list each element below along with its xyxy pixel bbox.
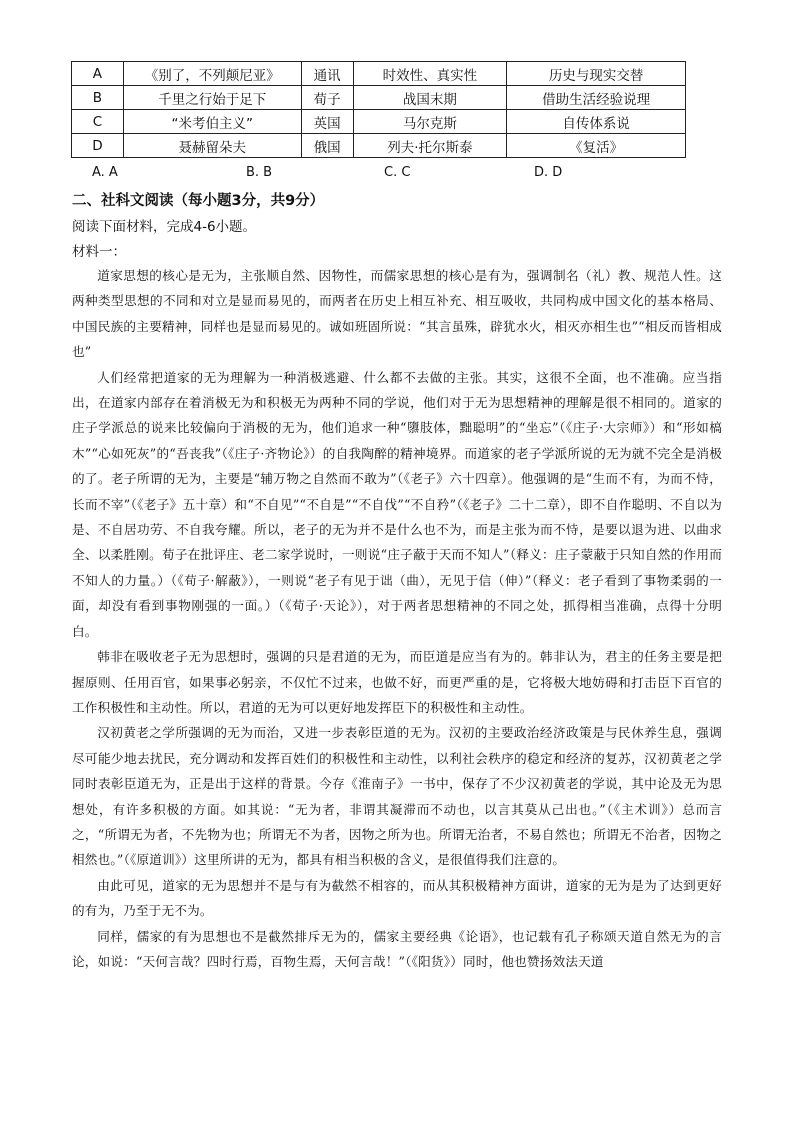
answer-choices: [92, 165, 692, 183]
options-table: [71, 61, 686, 158]
paragraph: 由此可见，道家的无为思想并不是与有为截然不相容的，而从其积极精神方面讲，道家的无为是为了达到更好的有为，乃至于无不为。: [72, 877, 722, 919]
row-theme: 《复活》: [507, 134, 686, 158]
paragraph: 同样，儒家的有为思想也不是截然排斥无为的，儒家主要经典《论语》，也记载有孔子称颂天道自然无为的言论，如说：“天何言哉？四时行焉，百物生焉，天何言哉！”（《阳货》）同时，他也赞扬效法天道: [72, 928, 722, 969]
row-theme: 借助生活经验说理: [507, 86, 686, 110]
material-label: 材料一：: [72, 244, 126, 260]
row-genre: 通讯: [301, 62, 353, 86]
section-instruction: 阅读下面材料，完成4-6小题。: [72, 219, 257, 235]
row-work: 聂赫留朵夫: [123, 134, 301, 158]
answer-choice-b[interactable]: B. B: [246, 165, 273, 180]
table-row: [72, 86, 686, 110]
article-body: [72, 263, 722, 974]
row-letter: B: [72, 86, 124, 110]
section-title: 二、社科文阅读（每小题3分，共9分）: [72, 193, 325, 209]
row-feature: 战国末期: [353, 86, 507, 110]
row-letter: A: [72, 62, 124, 86]
row-feature: 列夫·托尔斯泰: [353, 134, 507, 158]
answer-choice-d[interactable]: D. D: [534, 165, 563, 180]
row-work: “米考伯主义”: [123, 110, 301, 134]
row-genre: 俄国: [301, 134, 353, 158]
answer-choice-a[interactable]: A. A: [92, 165, 118, 180]
row-work: 千里之行始于足下: [123, 86, 301, 110]
paragraph: 人们经常把道家的无为理解为一种消极逃避、什么都不去做的主张。其实，这很不全面，也不准确。应当指出，在道家内部存在着消极无为和积极无为两种不同的学说，他们对于无为思想精神的理解是很不相同的。道家的庄子学派总的说来比较偏向于消极的无为，他们追求一种“隳肢体，黜聪明”的“坐忘”（《庄子·大宗师》）和“形如槁木”“心如死灰”的“吾丧我”（《庄子·齐物论》）的自我陶醉的精神境界。而道家的老子学派所说的无为就不完全是消极的了。老子所谓的无为，主要是“辅万物之自然而不敢为”（《老子》六十四章）。他强调的是“生而不有，为而不恃，长而不宰”（《老子》五十章）和“不自见”“不自是”“不自伐”“不自矜”（《老子》二十二章），即不自作聪明、不自以为是、不自居功劳、不自我夸耀。所以，老子的无为并不是什么也不为，而是主张为而不恃，是要以退为进、以曲求全、以柔胜刚。荀子在批评庄、老二家学说时，一则说“庄子蔽于天而不知人”（释义：庄子蒙蔽于只知自然的作用而不知人的力量。）（《荀子·解蔽》），一则说“老子有见于诎（曲），无见于信（伸）”（释义：老子看到了事物柔弱的一面，却没有看到事物刚强的一面。）（《荀子·天论》），对于两者思想精神的不同之处，抓得相当准确，点得十分明白。: [72, 369, 722, 639]
row-theme: 自传体系说: [507, 110, 686, 134]
answer-choice-c[interactable]: C. C: [384, 165, 411, 180]
table-row: [72, 110, 686, 134]
row-letter: C: [72, 110, 124, 134]
row-feature: 时效性、真实性: [353, 62, 507, 86]
row-genre: 荀子: [301, 86, 353, 110]
row-feature: 马尔克斯: [353, 110, 507, 134]
row-letter: D: [72, 134, 124, 158]
paragraph: 道家思想的核心是无为，主张顺自然、因物性，而儒家思想的核心是有为，强调制名（礼）教、规范人性。这两种类型思想的不同和对立是显而易见的，而两者在历史上相互补充、相互吸收，共同构成中国文化的基本格局、中国民族的主要精神，同样也是显而易见的。诚如班固所说：“其言虽殊，辟犹水火，相灭亦相生也”“相反而皆相成也”: [72, 268, 722, 360]
row-work: 《别了，不列颠尼亚》: [123, 62, 301, 86]
paragraph: 韩非在吸收老子无为思想时，强调的只是君道的无为，而臣道是应当有为的。韩非认为，君主的任务主要是把握原则、任用百官，如果事必躬亲，不仅忙不过来，也做不好，而更严重的是，它将极大地妨碍和打击臣下百官的工作积极性和主动性。所以，君道的无为可以更好地发挥臣下的积极性和主动性。: [72, 649, 722, 715]
row-theme: 历史与现实交替: [507, 62, 686, 86]
row-genre: 英国: [301, 110, 353, 134]
paragraph: 汉初黄老之学所强调的无为而治，又进一步表彰臣道的无为。汉初的主要政治经济政策是与民休养生息，强调尽可能少地去扰民，充分调动和发挥百姓们的积极性和主动性，以利社会秩序的稳定和经济的复苏，汉初黄老之学同时表彰臣道无为，正是出于这样的背景。今存《淮南子》一书中，保存了不少汉初黄老的学说，其中论及无为思想处，有许多积极的方面。如其说：“无为者，非谓其凝滞而不动也，以言其莫从己出也。”（《主术训》）总而言之，“所谓无为者，不先物为也；所谓无不为者，因物之所为也。所谓无治者，不易自然也；所谓无不治者，因物之相然也。”（《原道训》）这里所讲的无为，都具有相当积极的含义，是很值得我们注意的。: [72, 725, 722, 868]
table-row: [72, 134, 686, 158]
table-row: [72, 62, 686, 86]
